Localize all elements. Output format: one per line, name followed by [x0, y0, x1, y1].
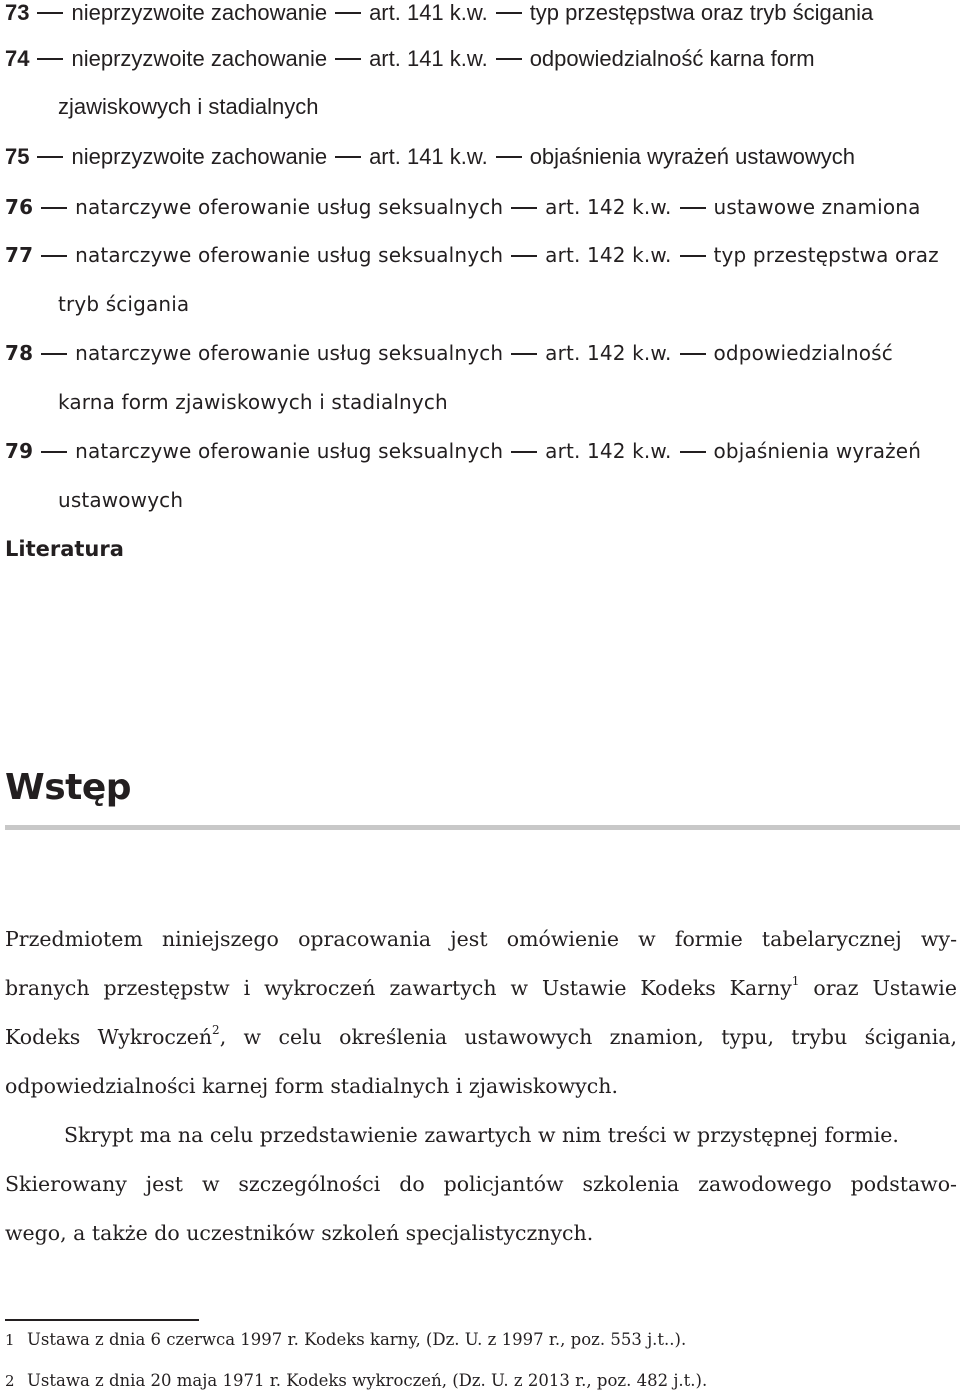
paragraph-2-line-3: wego, a także do uczestników szkoleń specjalistycznych. [5, 1221, 594, 1245]
footnote-number: 1 [5, 1331, 15, 1349]
paragraph-1-line-3 [5, 1023, 957, 1051]
toc-entry-79-continuation: ustawowych [58, 488, 184, 512]
toc-title: objaśnienia wyrażeń ustawowych [529, 144, 855, 169]
paragraph-1-line-4: odpowiedzialności karnej form stadialnych i zjawiskowych. [5, 1074, 618, 1098]
toc-title: typ przestępstwa oraz [713, 243, 939, 267]
toc-article: art. 141 k.w. [369, 0, 488, 25]
dash-separator [496, 12, 522, 14]
toc-title: typ przestępstwa oraz tryb ścigania [529, 0, 874, 25]
dash-separator [335, 12, 361, 14]
dash-separator [496, 58, 522, 60]
toc-entry-77 [5, 242, 939, 268]
toc-article: art. 141 k.w. [369, 46, 488, 71]
dash-separator [37, 156, 63, 158]
toc-title: odpowiedzialność [713, 341, 893, 365]
dash-separator [511, 207, 537, 209]
toc-title: ustawowe znamiona [713, 195, 921, 219]
toc-entry-78-continuation: karna form zjawiskowych i stadialnych [58, 390, 448, 414]
footnote-number: 2 [5, 1372, 15, 1390]
literatura-entry: Literatura [5, 537, 124, 561]
paragraph-text: branych przestępstw i wykroczeń zawartych w Ustawie Kodeks Karny [5, 976, 792, 1000]
dash-separator [41, 255, 67, 257]
toc-number: 73 [5, 0, 30, 25]
paragraph-text: Kodeks Wykroczeń [5, 1025, 213, 1049]
footnote-separator [5, 1319, 199, 1321]
footnote-ref-1: 1 [791, 974, 800, 989]
heading-underline [5, 825, 960, 830]
toc-offense: natarczywe oferowanie usług seksualnych [75, 341, 504, 365]
toc-article: art. 142 k.w. [545, 439, 672, 463]
toc-title: objaśnienia wyrażeń [713, 439, 922, 463]
dash-separator [511, 255, 537, 257]
dash-separator [511, 451, 537, 453]
toc-article: art. 142 k.w. [545, 341, 672, 365]
toc-number: 74 [5, 46, 30, 71]
toc-entry-76 [5, 194, 921, 220]
toc-entry-73 [5, 0, 873, 26]
toc-entry-77-continuation: tryb ścigania [58, 292, 190, 316]
toc-number: 79 [5, 439, 34, 463]
paragraph-2-line-1: Skrypt ma na celu przedstawienie zawartych w nim treści w przystępnej formie. [64, 1123, 899, 1147]
footnote-text: Ustawa z dnia 20 maja 1971 r. Kodeks wykroczeń, (Dz. U. z 2013 r., poz. 482 j.t.). [27, 1371, 708, 1390]
toc-entry-74-continuation: zjawiskowych i stadialnych [58, 94, 319, 119]
toc-offense: natarczywe oferowanie usług seksualnych [75, 243, 504, 267]
toc-offense: nieprzyzwoite zachowanie [71, 144, 328, 169]
paragraph-1-line-2 [5, 974, 957, 1002]
paragraph-1-line-1: Przedmiotem niniejszego opracowania jest omówienie w formie tabelarycznej wy- [5, 927, 957, 951]
toc-number: 75 [5, 144, 30, 169]
toc-article: art. 142 k.w. [545, 195, 672, 219]
dash-separator [41, 451, 67, 453]
toc-entry-78 [5, 340, 893, 366]
toc-number: 77 [5, 243, 34, 267]
toc-number: 78 [5, 341, 34, 365]
footnote-text: Ustawa z dnia 6 czerwca 1997 r. Kodeks karny, (Dz. U. z 1997 r., poz. 553 j.t..). [27, 1330, 687, 1349]
toc-article: art. 142 k.w. [545, 243, 672, 267]
dash-separator [41, 207, 67, 209]
paragraph-text: , w celu określenia ustawowych znamion, typu, trybu ścigania, [219, 1025, 958, 1049]
paragraph-text: oraz Ustawie [799, 976, 957, 1000]
dash-separator [37, 12, 63, 14]
toc-entry-75 [5, 144, 855, 170]
toc-offense: nieprzyzwoite zachowanie [71, 46, 328, 71]
dash-separator [37, 58, 63, 60]
dash-separator [680, 353, 706, 355]
dash-separator [680, 207, 706, 209]
footnote-ref-2: 2 [212, 1023, 220, 1038]
footnote-2 [5, 1370, 707, 1392]
toc-offense: natarczywe oferowanie usług seksualnych [75, 439, 504, 463]
dash-separator [496, 156, 522, 158]
toc-offense: nieprzyzwoite zachowanie [71, 0, 328, 25]
dash-separator [335, 58, 361, 60]
dash-separator [680, 451, 706, 453]
dash-separator [680, 255, 706, 257]
footnote-1 [5, 1329, 686, 1351]
toc-title: odpowiedzialność karna form [529, 46, 815, 71]
section-heading: Wstęp [5, 767, 132, 808]
toc-article: art. 141 k.w. [369, 144, 488, 169]
toc-entry-74 [5, 46, 815, 72]
toc-offense: natarczywe oferowanie usług seksualnych [75, 195, 504, 219]
dash-separator [335, 156, 361, 158]
dash-separator [511, 353, 537, 355]
dash-separator [41, 353, 67, 355]
toc-entry-79 [5, 438, 921, 464]
paragraph-2-line-2: Skierowany jest w szczególności do policjantów szkolenia zawodowego podstawo- [5, 1172, 957, 1196]
toc-number: 76 [5, 195, 34, 219]
